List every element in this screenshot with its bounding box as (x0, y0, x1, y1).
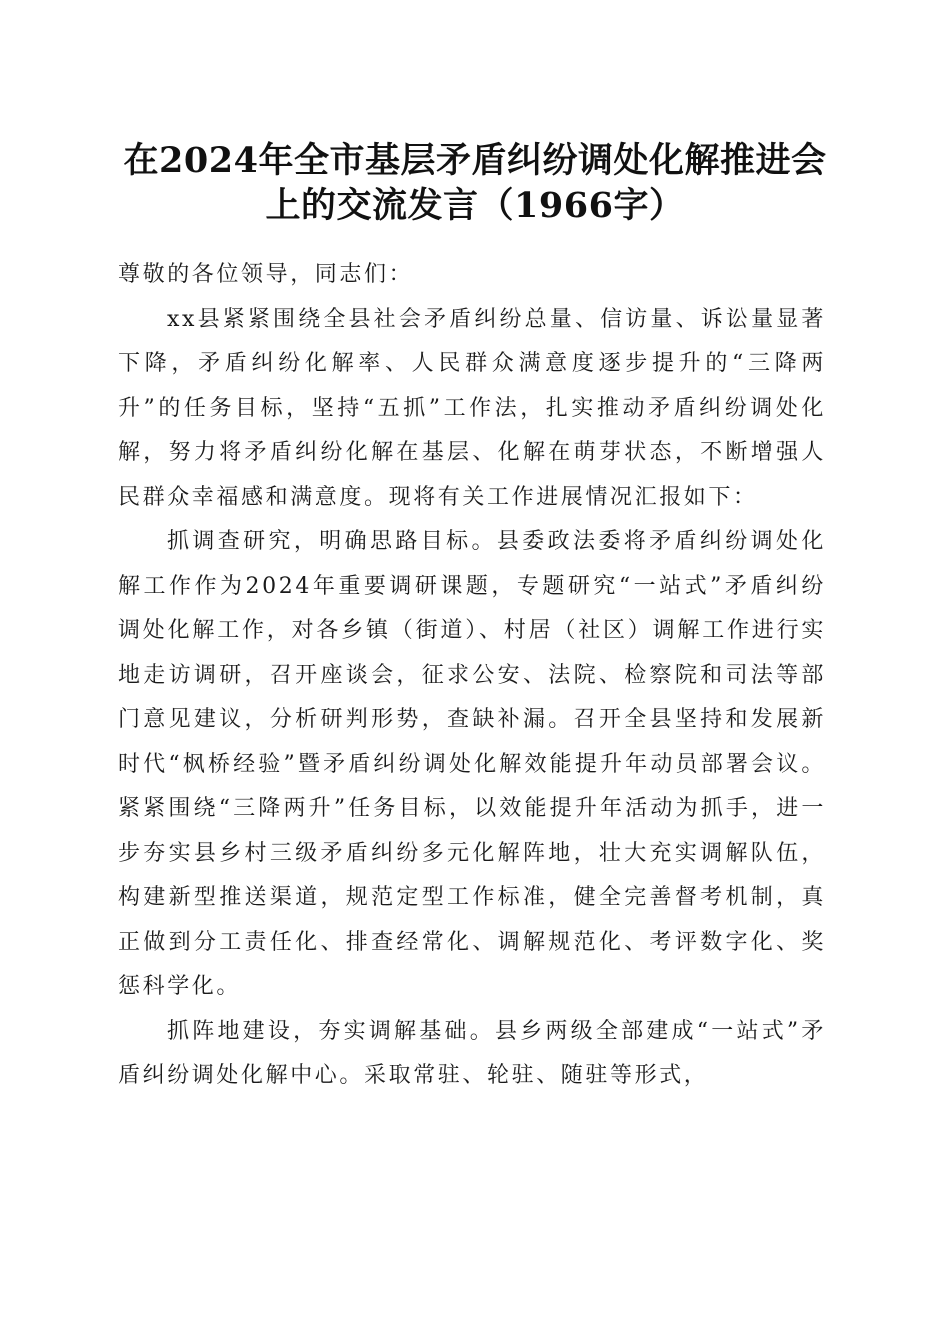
document-title (100, 138, 850, 228)
document-body (118, 253, 826, 1099)
title-line-2: 上的交流发言（1966字） (265, 185, 685, 226)
salutation: 尊敬的各位领导，同志们： (118, 262, 414, 287)
paragraph-intro: xx县紧紧围绕全县社会矛盾纠纷总量、信访量、诉讼量显著下降，矛盾纠纷化解率、人民群众满意度逐步提升的“三降两升”的任务目标，坚持“五抓”工作法，扎实推动矛盾纠纷调处化解，努力将矛盾纠纷化解在基层、化解在萌芽状态，不断增强人民群众幸福感和满意度。现将有关工作进展情况汇报如下： (118, 306, 826, 510)
title-line-1: 在2024年全市基层矛盾纠纷调处化解推进会 (123, 140, 827, 181)
paragraph-research: 抓调查研究，明确思路目标。县委政法委将矛盾纠纷调处化解工作作为2024年重要调研课题，专题研究“一站式”矛盾纠纷调处化解工作，对各乡镇（街道）、村居（社区）调解工作进行实地走访调研，召开座谈会，征求公安、法院、检察院和司法等部门意见建议，分析研判形势，查缺补漏。召开全县坚持和发展新时代“枫桥经验”暨矛盾纠纷调处化解效能提升年动员部署会议。紧紧围绕“三降两升”任务目标，以效能提升年活动为抓手，进一步夯实县乡村三级矛盾纠纷多元化解阵地，壮大充实调解队伍，构建新型推送渠道，规范定型工作标准，健全完善督考机制，真正做到分工责任化、排查经常化、调解规范化、考评数字化、奖惩科学化。 (118, 529, 826, 999)
paragraph-base-building: 抓阵地建设，夯实调解基础。县乡两级全部建成“一站式”矛盾纠纷调处化解中心。采取常驻、轮驻、随驻等形式， (118, 1018, 826, 1088)
